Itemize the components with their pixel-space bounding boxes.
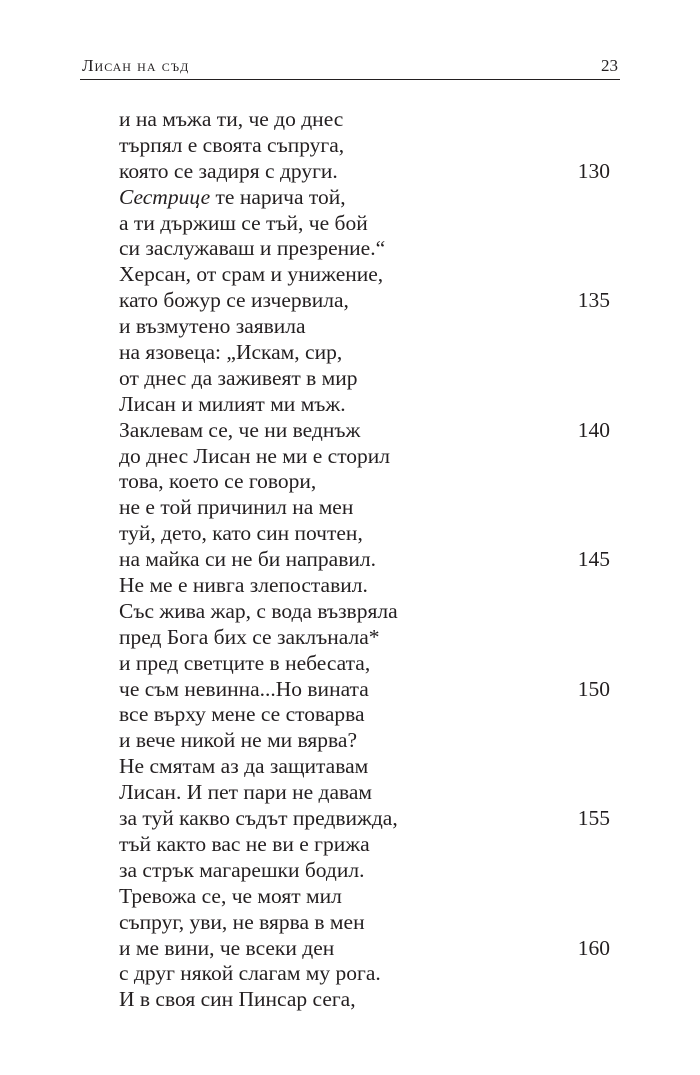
verse-line: [119, 884, 624, 910]
verse-words: Със жива жар, с вода възвряла: [119, 598, 398, 623]
verse-words: не е той причинил на мен: [119, 495, 354, 520]
verse-line: [119, 444, 624, 470]
verse-text: [119, 625, 380, 649]
running-head: [80, 56, 620, 76]
line-number: 150: [577, 676, 610, 701]
verse-words: и пред светците в небесата,: [119, 650, 371, 675]
verse-line: [119, 469, 624, 495]
verse-text: [119, 754, 368, 778]
line-number: 155: [577, 806, 610, 831]
verse-words: за стрък магарешки бодил.: [119, 857, 365, 882]
verse-text: [119, 418, 360, 442]
verse-line: [119, 495, 624, 521]
verse-text: [119, 107, 343, 131]
verse-line: [119, 366, 624, 392]
verse-text: [119, 495, 353, 519]
verse-text: [119, 677, 369, 701]
verse-line: [119, 754, 624, 780]
verse-text: [119, 159, 338, 183]
verse-words: Лисан и милият ми мъж.: [119, 391, 346, 416]
verse-words: с друг някой слагам му рога.: [119, 961, 381, 986]
verse-words: Тревожа се, че моят мил: [119, 883, 342, 908]
verse-words: търпял е своята съпруга,: [119, 132, 345, 157]
verse-text: [119, 211, 368, 235]
verse-words: до днес Лисан не ми е сторил: [119, 443, 391, 468]
verse-text: [119, 340, 342, 364]
verse-line: [119, 107, 624, 133]
verse-text: [119, 185, 346, 209]
verse-text: [119, 573, 368, 597]
verse-text: [119, 702, 365, 726]
verse-words: Заклевам се, че ни веднъж: [119, 417, 361, 442]
verse-line: [119, 314, 624, 340]
verse-text: [119, 133, 344, 157]
line-number: 130: [577, 158, 610, 183]
verse-text: [119, 444, 390, 468]
verse-line: [119, 651, 624, 677]
verse-text: [119, 780, 372, 804]
verse-words: за туй какво съдът предвижда,: [119, 806, 398, 831]
verse-words: че съм невинна...Но вината: [119, 676, 369, 701]
line-number: 140: [577, 417, 610, 442]
verse-words: тъй както вас не ви е грижа: [119, 831, 370, 856]
verse-text: [119, 806, 398, 830]
verse-line: [119, 159, 624, 185]
verse-line: [119, 392, 624, 418]
verse-text: [119, 262, 383, 286]
verse-words: и ме вини, че всеки ден: [119, 935, 335, 960]
verse-line: [119, 211, 624, 237]
verse-text: [119, 910, 365, 934]
verse-line: [119, 185, 624, 211]
verse-line: [119, 521, 624, 547]
verse-text: [119, 987, 356, 1011]
verse-line: [119, 340, 624, 366]
verse-words: пред Бога бих се заклънала*: [119, 624, 380, 649]
verse-text: [119, 392, 346, 416]
verse-line: [119, 806, 624, 832]
running-title: Лисан на съд: [82, 56, 190, 75]
header-rule: [80, 79, 620, 80]
verse-words: Не ме е нивга злепоставил.: [119, 573, 368, 598]
verse-text: [119, 858, 364, 882]
verse-words: и на мъжа ти, че до днес: [119, 107, 344, 131]
verse-line: [119, 418, 624, 444]
verse-line: [119, 910, 624, 936]
verse-words: все върху мене се стоварва: [119, 702, 365, 727]
verse-words: те нарича той,: [210, 184, 346, 209]
verse-words: съпруг, уви, не вярва в мен: [119, 909, 365, 934]
verse-line: [119, 599, 624, 625]
verse-text: [119, 314, 306, 338]
poem-text: [119, 107, 624, 1013]
verse-words: си заслужаваш и презрение.“: [119, 236, 386, 261]
verse-line: [119, 832, 624, 858]
verse-text: [119, 936, 334, 960]
verse-words: Не смятам аз да защитавам: [119, 754, 369, 779]
verse-text: [119, 366, 358, 390]
verse-text: [119, 599, 398, 623]
verse-text: [119, 651, 370, 675]
verse-words: и възмутено заявила: [119, 314, 306, 339]
verse-words: която се задиря с други.: [119, 158, 338, 183]
verse-line: [119, 288, 624, 314]
verse-words: а ти държиш се тъй, че бой: [119, 210, 368, 235]
verse-line: [119, 961, 624, 987]
verse-line: [119, 936, 624, 962]
verse-line: [119, 728, 624, 754]
verse-words: от днес да заживеят в мир: [119, 365, 358, 390]
line-number: 145: [577, 547, 610, 572]
page-number: 23: [601, 56, 618, 75]
verse-text: [119, 832, 370, 856]
verse-line: [119, 236, 624, 262]
verse-line: [119, 780, 624, 806]
line-number: 160: [577, 935, 610, 960]
verse-words: на майка си не би направил.: [119, 547, 376, 572]
verse-text: [119, 547, 376, 571]
verse-text: [119, 521, 363, 545]
verse-line: [119, 133, 624, 159]
verse-words: на язовеца: „Искам, сир,: [119, 340, 343, 365]
verse-line: [119, 573, 624, 599]
verse-line: [119, 987, 624, 1013]
verse-line: [119, 625, 624, 651]
verse-text: [119, 884, 342, 908]
verse-line: [119, 262, 624, 288]
verse-emphasis: Сестрице: [119, 184, 211, 209]
verse-line: [119, 547, 624, 573]
verse-text: [119, 961, 381, 985]
verse-text: [119, 728, 357, 752]
verse-text: [119, 236, 385, 260]
verse-words: и вече никой не ми вярва?: [119, 728, 358, 753]
verse-text: [119, 288, 349, 312]
verse-line: [119, 702, 624, 728]
verse-words: Лисан. И пет пари не давам: [119, 780, 373, 805]
verse-text: [119, 469, 316, 493]
line-number: 135: [577, 288, 610, 313]
verse-words: туй, дето, като син почтен,: [119, 521, 363, 546]
verse-line: [119, 858, 624, 884]
verse-words: това, което се говори,: [119, 469, 317, 494]
verse-line: [119, 677, 624, 703]
verse-words: Херсан, от срам и унижение,: [119, 262, 384, 287]
verse-words: И в своя син Пинсар сега,: [119, 987, 356, 1012]
verse-words: като божур се изчервила,: [119, 288, 349, 313]
